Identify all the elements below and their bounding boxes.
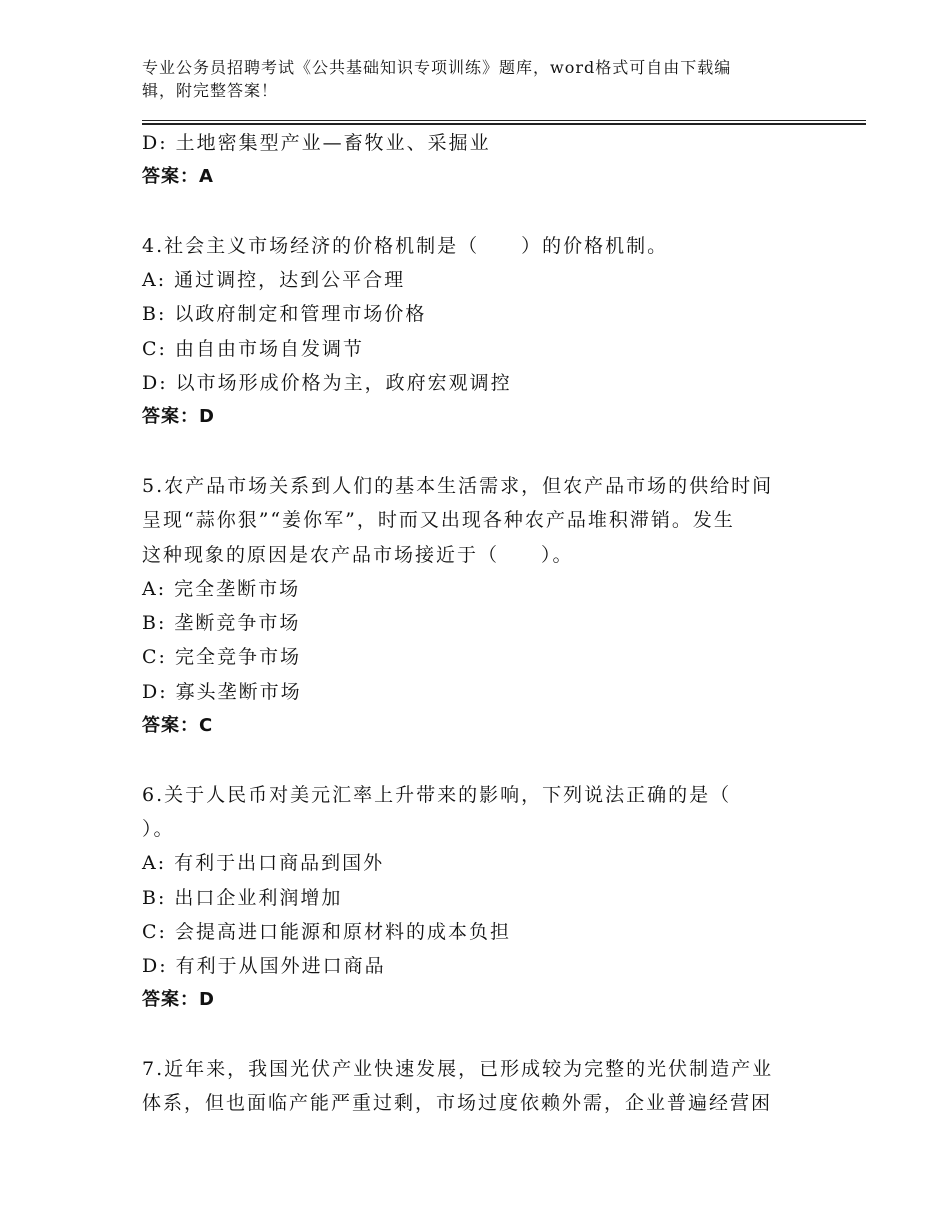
- q5-stem-line-2: 呈现“蒜你狠”“姜你军”，时而又出现各种农产品堆积滞销。发生: [142, 509, 735, 532]
- q6-option-b: B: 出口企业利润增加: [142, 886, 343, 909]
- q4-option-a: A: 通过调控，达到公平合理: [142, 269, 406, 292]
- header-line-1: 专业公务员招聘考试《公共基础知识专项训练》题库，word格式可自由下载编: [142, 58, 732, 77]
- q3-answer: 答案：A: [142, 166, 214, 188]
- q6-stem-line-2: ）。: [142, 817, 175, 840]
- header-line-2: 辑，附完整答案！: [142, 81, 279, 100]
- q6-option-d: D: 有利于从国外进口商品: [142, 955, 386, 978]
- q4-stem: 4.社会主义市场经济的价格机制是（ ）的价格机制。: [142, 234, 669, 257]
- document-header: [142, 56, 792, 102]
- header-divider-thin: [142, 120, 866, 121]
- spacer: [142, 195, 802, 229]
- q5-option-d: D: 寡头垄断市场: [142, 680, 302, 703]
- q4-option-b: B: 以政府制定和管理市场价格: [142, 303, 427, 326]
- q3-option-d: D: 土地密集型产业—畜牧业、采掘业: [142, 132, 491, 154]
- q5-option-b: B: 垄断竞争市场: [142, 612, 301, 635]
- spacer: [142, 435, 802, 469]
- q5-answer: 答案：C: [142, 715, 214, 737]
- q5-option-c: C: 完全竞争市场: [142, 646, 301, 669]
- q5-option-a: A: 完全垄断市场: [142, 577, 301, 600]
- q5-stem-line-1: 5.农产品市场关系到人们的基本生活需求，但农产品市场的供给时间: [142, 474, 774, 497]
- q6-answer: 答案：D: [142, 989, 215, 1011]
- q5-stem-line-3: 这种现象的原因是农产品市场接近于（ ）。: [142, 543, 574, 566]
- q6-option-a: A: 有利于出口商品到国外: [142, 852, 385, 875]
- spacer: [142, 1018, 802, 1052]
- q4-option-c: C: 由自由市场自发调节: [142, 337, 364, 360]
- header-divider-thick: [142, 123, 866, 125]
- q6-stem-line-1: 6.关于人民币对美元汇率上升带来的影响，下列说法正确的是（: [142, 783, 732, 806]
- spacer: [142, 743, 802, 777]
- q6-option-c: C: 会提高进口能源和原材料的成本负担: [142, 920, 511, 943]
- q7-stem-line-2: 体系，但也面临产能严重过剩，市场过度依赖外需，企业普遍经营困: [142, 1092, 773, 1115]
- q4-answer: 答案：D: [142, 406, 215, 428]
- q4-option-d: D: 以市场形成价格为主，政府宏观调控: [142, 372, 512, 395]
- q7-stem-line-1: 7.近年来，我国光伏产业快速发展，已形成较为完整的光伏制造产业: [142, 1058, 774, 1081]
- question-content: [142, 126, 802, 1121]
